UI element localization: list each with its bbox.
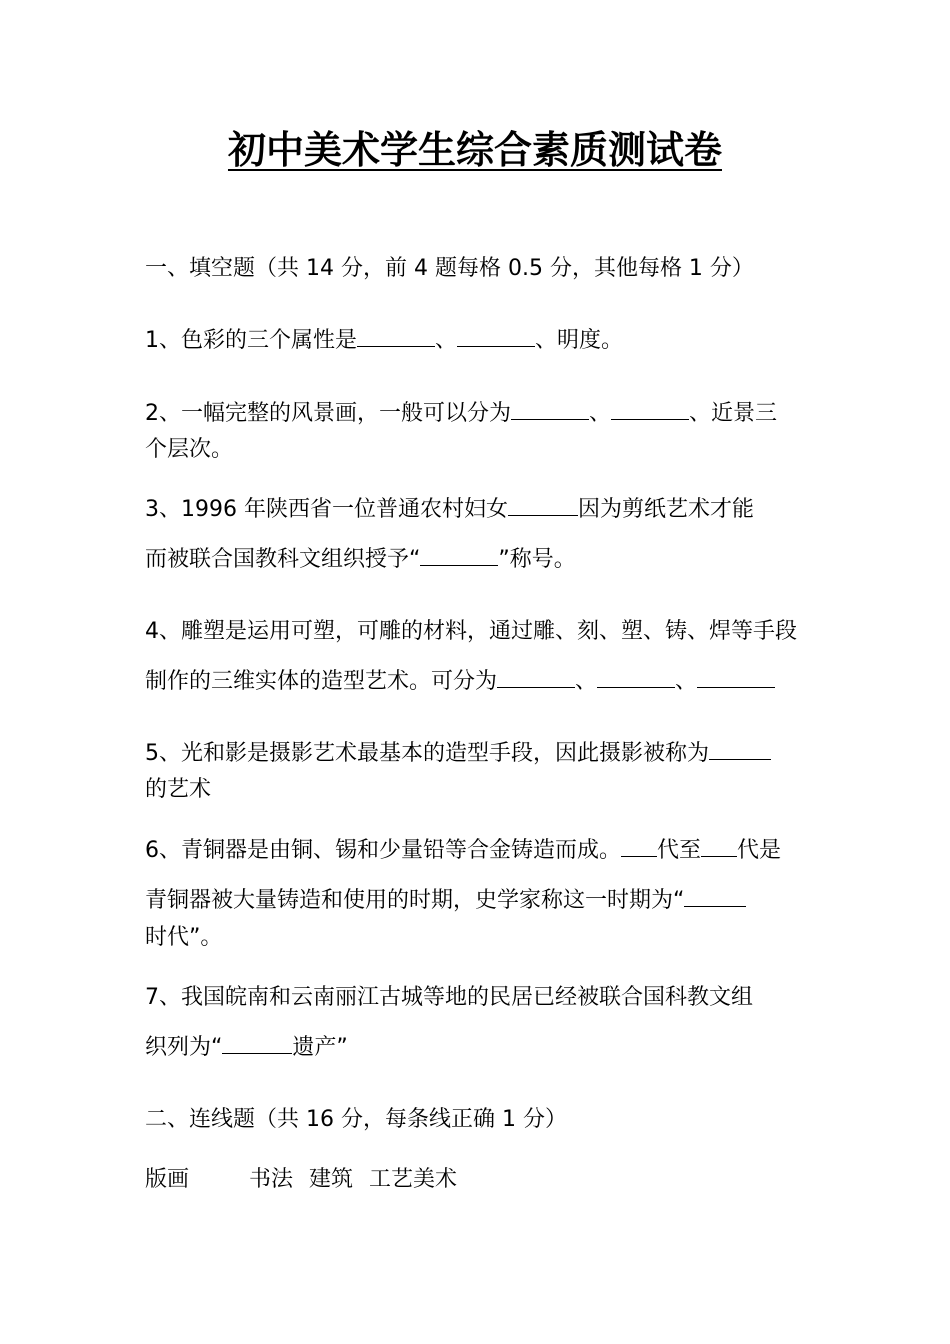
question-4-line-1: 4、雕塑是运用可塑，可雕的材料，通过雕、刻、塑、铸、焊等手段 <box>145 619 797 644</box>
q7-text-c: 遗产” <box>292 1035 348 1060</box>
q7-text-b: 织列为“ <box>145 1035 223 1060</box>
q6-text-a: 6、青铜器是由铜、锡和少量铅等合金铸造而成。 <box>145 838 621 863</box>
q2-text-b: 、 <box>589 401 612 426</box>
q1-text-a: 1、色彩的三个属性是 <box>145 328 357 353</box>
question-5-line-1 <box>145 737 810 771</box>
page-title: 初中美术学生综合素质测试卷 <box>227 127 722 172</box>
answer-blank <box>511 397 589 420</box>
answer-blank <box>611 397 689 420</box>
q3-text-c: 而被联合国教科文组织授予“ <box>145 547 421 572</box>
answer-blank <box>497 665 575 688</box>
question-3-line-2 <box>145 543 810 577</box>
answer-blank <box>701 834 737 857</box>
answer-blank <box>697 665 775 688</box>
answer-blank <box>457 324 535 347</box>
answer-blank <box>621 834 657 857</box>
section2-heading: 二、连线题（共 16 分，每条线正确 1 分） <box>145 1107 567 1132</box>
q2-text-a: 2、一幅完整的风景画，一般可以分为 <box>145 401 511 426</box>
answer-blank <box>357 324 435 347</box>
question-6-line-1 <box>145 834 810 868</box>
matching-item: 建筑 <box>309 1167 354 1192</box>
question-6-line-3: 时代”。 <box>145 925 223 950</box>
q1-text-c: 、明度。 <box>535 328 624 353</box>
matching-item: 工艺美术 <box>369 1167 458 1192</box>
q6-text-b: 代至 <box>657 838 702 863</box>
question-2-line-1 <box>145 397 810 431</box>
q3-text-d: ”称号。 <box>498 547 576 572</box>
matching-item: 书法 <box>249 1167 294 1192</box>
q4-text-b: 制作的三维实体的造型艺术。可分为 <box>145 669 498 694</box>
question-4-line-2 <box>145 665 810 699</box>
q1-text-b: 、 <box>435 328 458 353</box>
q6-text-c: 代是 <box>737 838 782 863</box>
answer-blank <box>597 665 675 688</box>
q4-text-c: 、 <box>575 669 598 694</box>
matching-item: 版画 <box>145 1167 190 1192</box>
q5-text-a: 5、光和影是摄影艺术最基本的造型手段，因此摄影被称为 <box>145 741 709 766</box>
answer-blank <box>222 1031 292 1054</box>
question-5-line-2: 的艺术 <box>145 777 212 802</box>
q2-text-c: 、近景三 <box>689 401 778 426</box>
answer-blank <box>684 884 746 907</box>
section1-heading: 一、填空题（共 14 分，前 4 题每格 0.5 分，其他每格 1 分） <box>145 256 754 281</box>
q3-text-a: 3、1996 年陕西省一位普通农村妇女 <box>145 497 508 522</box>
question-3-line-1 <box>145 493 810 527</box>
answer-blank <box>508 493 578 516</box>
answer-blank <box>709 737 771 760</box>
q3-text-b: 因为剪纸艺术才能 <box>577 497 754 522</box>
q4-text-d: 、 <box>675 669 698 694</box>
question-7-line-2 <box>145 1031 810 1065</box>
answer-blank <box>420 543 498 566</box>
question-2-line-2: 个层次。 <box>145 437 234 462</box>
matching-items-row <box>145 1163 810 1197</box>
question-7-line-1: 7、我国皖南和云南丽江古城等地的民居已经被联合国科教文组 <box>145 985 753 1010</box>
question-6-line-2 <box>145 884 810 918</box>
question-1 <box>145 324 810 358</box>
q6-text-d: 青铜器被大量铸造和使用的时期，史学家称这一时期为“ <box>145 888 685 913</box>
